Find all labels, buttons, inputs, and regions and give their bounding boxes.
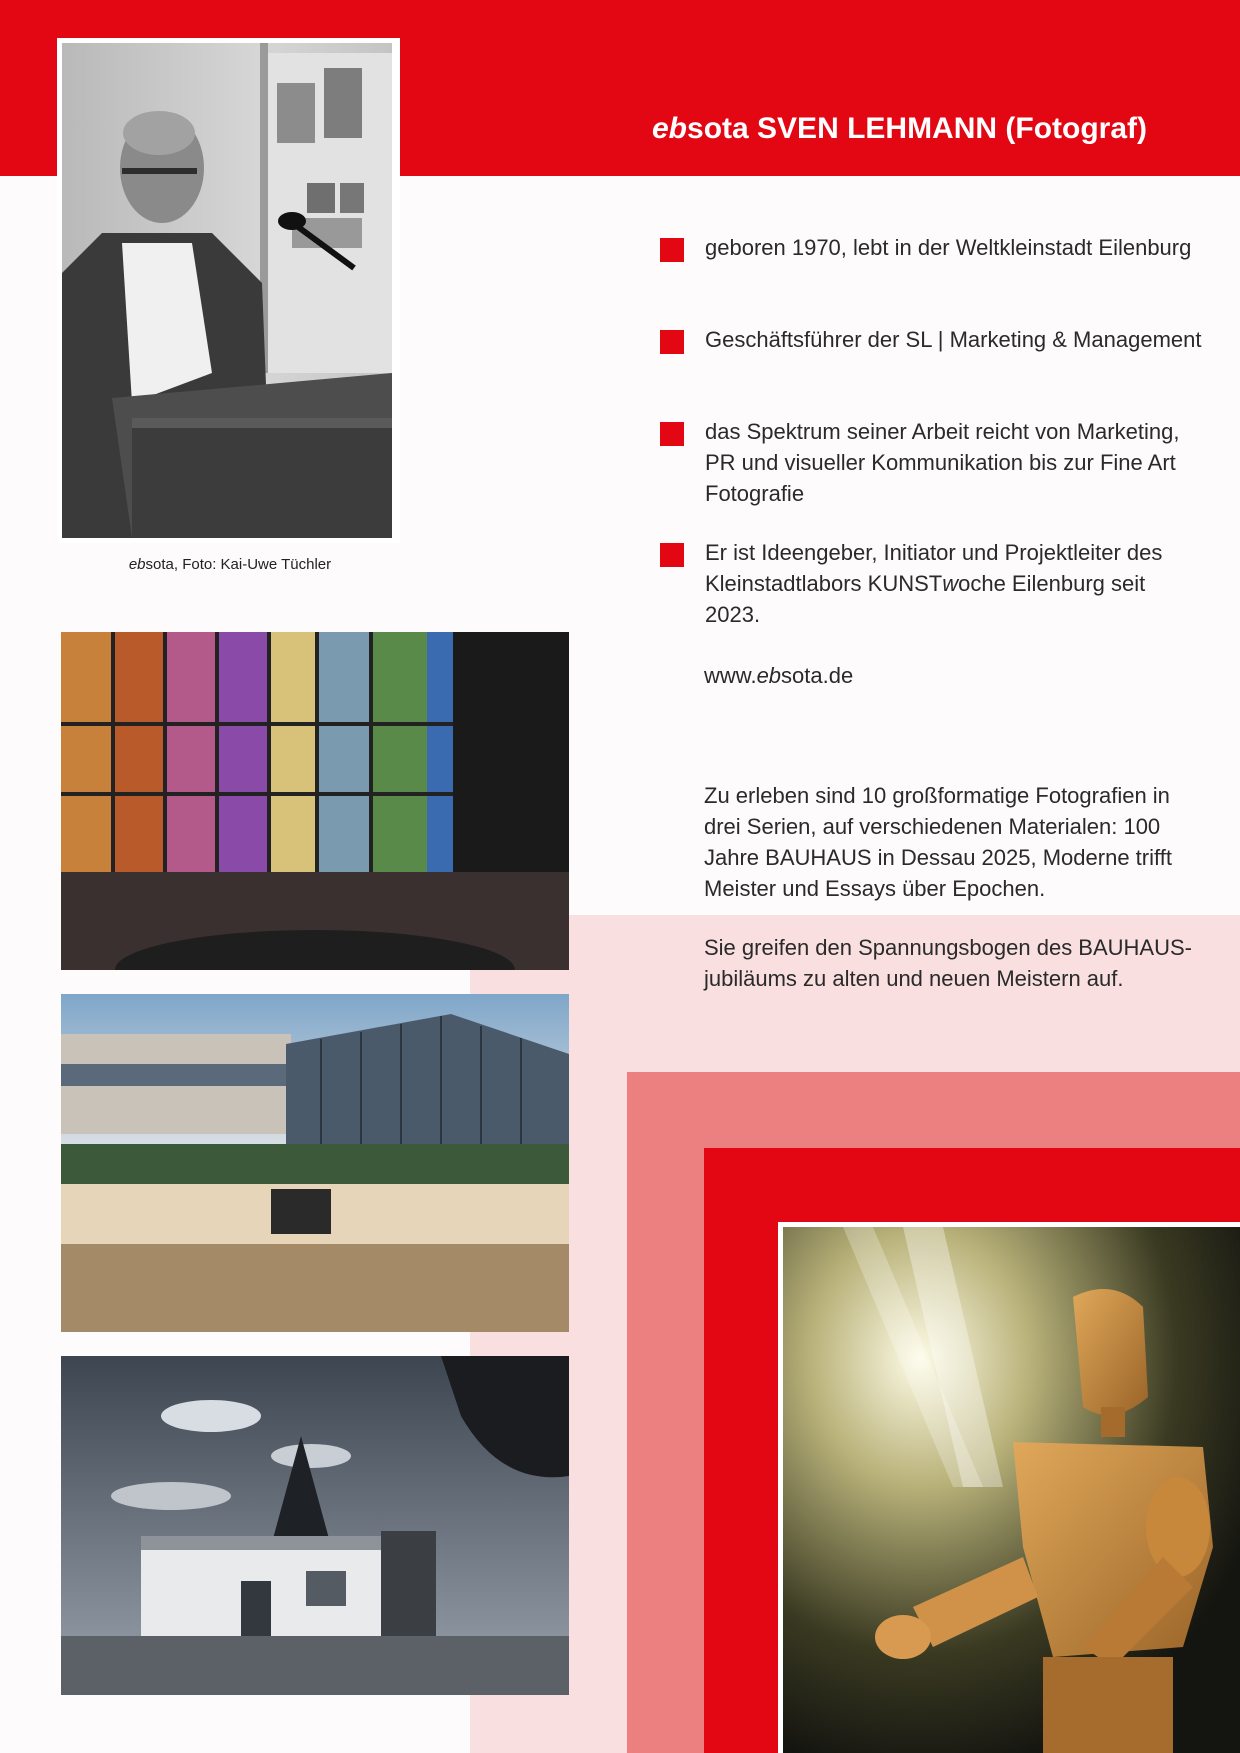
bullet-marker-3 bbox=[660, 422, 684, 446]
exhibition-paragraph-2: Sie greifen den Spannungsbogen des BAUHAUS-jubiläums zu alten und neuen Meistern auf. bbox=[704, 935, 1192, 991]
website-link[interactable] bbox=[704, 660, 1204, 691]
bio-item-4-start: Er ist Ideengeber, Initiator und Projektleiter des Kleinstadtlabors KUNST bbox=[705, 540, 1163, 596]
bio-item-4-end: oche Eilenburg seit 2023. bbox=[705, 571, 1146, 627]
bio-item-2: Geschäftsführer der SL | Marketing & Management bbox=[705, 327, 1202, 352]
title-text: sota SVEN LEHMANN (Fotograf) bbox=[687, 112, 1148, 145]
bio-item-1: geboren 1970, lebt in der Weltkleinstadt Eilenburg bbox=[705, 235, 1192, 260]
portrait-photo bbox=[62, 43, 392, 538]
photo-wooden-mannequin bbox=[783, 1227, 1240, 1753]
portrait-caption bbox=[60, 556, 400, 573]
bullet-marker-2 bbox=[660, 330, 684, 354]
caption-brand-italic: eb bbox=[128, 556, 146, 573]
bio-item-4-italic: w bbox=[942, 571, 959, 596]
photo-meisterhaus bbox=[61, 1356, 569, 1695]
website-prefix: www. bbox=[704, 663, 757, 688]
photo-colored-glass-facade bbox=[61, 632, 569, 970]
page-title bbox=[652, 112, 1147, 146]
bio-item-3: das Spektrum seiner Arbeit reicht von Marketing, PR und visueller Kommunikation bis zur Fine Art Fotografie bbox=[705, 419, 1180, 506]
caption-text: sota, Foto: Kai-Uwe Tüchler bbox=[145, 556, 332, 573]
website-brand-italic: eb bbox=[756, 663, 782, 688]
title-brand-italic: eb bbox=[652, 112, 688, 145]
bio-item-4 bbox=[705, 537, 1205, 630]
photo-bauhaus-building bbox=[61, 994, 569, 1332]
website-suffix: sota.de bbox=[781, 663, 854, 688]
exhibition-paragraph-1: Zu erleben sind 10 großformatige Fotografien in drei Serien, auf verschiedenen Materialen: 100 Jahre BAUHAUS in Dessau 2025, Moderne trifft Meister und Essays über Epochen. bbox=[704, 783, 1172, 901]
bullet-marker-4 bbox=[660, 543, 684, 567]
bullet-marker-1 bbox=[660, 238, 684, 262]
